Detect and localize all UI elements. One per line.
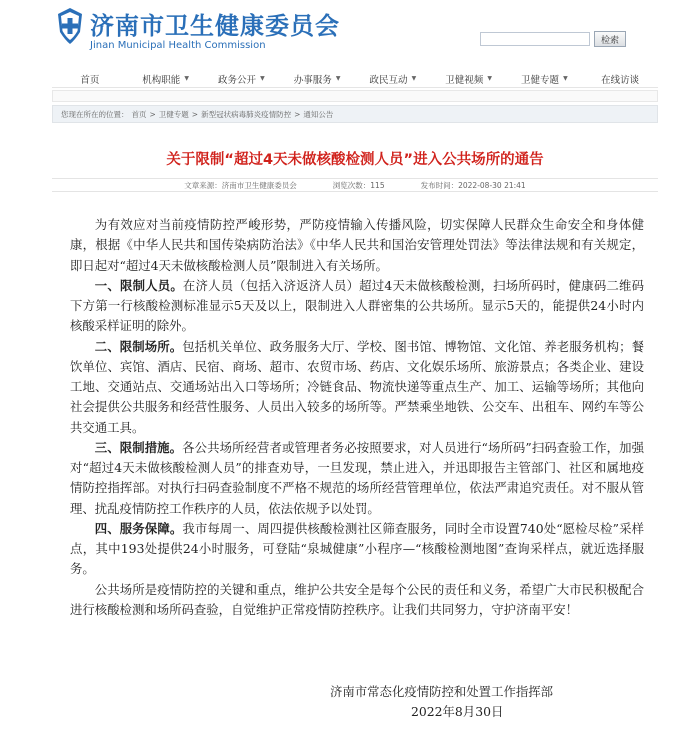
section-heading: 三、限制措施。 (94, 439, 183, 455)
breadcrumb-separator: > (191, 109, 199, 119)
nav-item-interviews[interactable] (582, 70, 658, 87)
nav-item-label: 办事服务 (293, 74, 332, 86)
paragraph-text: 在济人员（包括入济返济人员）超过4天未做核酸检测，扫场所码时，健康码二维码下方第一行核酸检测标准显示5天及以上，限制进入人群密集的公共场所。显示5天的，能提供24小时内核酸采样证明的除外。 (70, 277, 644, 334)
article-date: 发布时间：2022-08-30 21:41 (420, 180, 526, 190)
dropdown-arrow-icon: ▼ (563, 75, 568, 82)
article-meta (52, 178, 658, 192)
dropdown-arrow-icon: ▼ (487, 75, 492, 82)
nav-item-home[interactable] (52, 70, 128, 87)
signature-organization: 济南市常态化疫情防控和处置工作指挥部 (330, 684, 554, 699)
paragraph-text: 公共场所是疫情防控的关键和重点，维护公共安全是每个公民的责任和义务，希望广大市民积极配合进行核酸检测和场所码查验，自觉维护正常疫情防控秩序。让我们共同努力，守护济南平安！ (70, 581, 644, 617)
dropdown-arrow-icon: ▼ (411, 75, 417, 82)
nav-item-organization[interactable] (128, 70, 204, 87)
dropdown-arrow-icon: ▼ (260, 75, 265, 82)
breadcrumb-covid[interactable]: 新型冠状病毒肺炎疫情防控 (201, 109, 292, 119)
nav-item-interaction[interactable] (355, 70, 431, 87)
paragraph-text: 各公共场所经营者或管理者务必按照要求，对人员进行“场所码”扫码查验工作，加强对“超过4天未做核酸检测人员”的排查劝导，一旦发现，禁止进入，并迅即报告主管部门、社区和属地疫情防控指挥部。对执行扫码查验制度不严格不规范的场所经营管理单位，依法严肃追究责任。对不服从管理、扰乱疫情防控工作秩序的人员，依法依规予以处罚。 (70, 439, 645, 516)
nav-item-videos[interactable] (431, 70, 507, 87)
article-views: 浏览次数：115 (332, 180, 385, 190)
nav-item-label: 政民互动 (369, 74, 408, 86)
subnav-bar (52, 90, 658, 102)
nav-item-label: 政务公开 (218, 74, 257, 86)
breadcrumb-home[interactable]: 首页 (131, 109, 147, 119)
site-title[interactable]: 济南市卫生健康委员会 (90, 12, 340, 40)
article-source: 文章来源：济南市卫生健康委员会 (184, 180, 297, 190)
article-title: 关于限制“超过4天未做核酸检测人员”进入公共场所的通告 (166, 152, 544, 168)
paragraph-text: 包括机关单位、政务服务大厅、学校、图书馆、博物馆、文化馆、养老服务机构；餐饮单位、宾馆、酒店、民宿、商场、超市、农贸市场、药店、文化娱乐场所、旅游景点；各类企业、建设工地、交通站点、交通场站出入口等场所；冷链食品、物流快递等重点生产、加工、运输等场所；其他向社会提供公共服务和经营性服务、人员出入较多的场所等。严禁乘坐地铁、公交车、出租车、网约车等公共交通工具。 (70, 338, 645, 435)
article-body (70, 215, 644, 620)
breadcrumb-notices[interactable]: 通知公告 (303, 109, 334, 119)
section-heading: 二、限制场所。 (94, 338, 183, 354)
health-emblem-icon (55, 6, 85, 46)
search-input[interactable] (480, 32, 590, 46)
breadcrumb-topics[interactable]: 卫健专题 (158, 109, 189, 119)
section-heading: 一、限制人员。 (94, 277, 183, 293)
article-paragraph (70, 580, 644, 621)
nav-item-label: 首页 (80, 74, 100, 86)
nav-item-label: 机构职能 (142, 74, 181, 86)
dropdown-arrow-icon: ▼ (335, 75, 341, 82)
search-button[interactable]: 检索 (594, 31, 626, 47)
article-paragraph (70, 276, 644, 337)
dropdown-arrow-icon: ▼ (184, 75, 189, 82)
breadcrumb-separator: > (294, 109, 301, 119)
main-nav (52, 70, 658, 88)
site-header (0, 0, 700, 66)
article-paragraph (70, 215, 644, 276)
nav-item-topics[interactable] (507, 70, 583, 87)
article-paragraph (70, 337, 644, 438)
nav-item-label: 卫健专题 (521, 74, 560, 86)
breadcrumb (52, 105, 658, 123)
section-heading: 四、服务保障。 (94, 520, 183, 536)
breadcrumb-separator: > (149, 109, 156, 119)
paragraph-text: 为有效应对当前疫情防控严峻形势，严防疫情输入传播风险，切实保障人民群众生命安全和身体健康，根据《中华人民共和国传染病防治法》《中华人民共和国治安管理处罚法》等法律法规和有关规定，即日起对“超过4天未做核酸检测人员”限制进入有关场所。 (70, 217, 644, 273)
nav-item-government-affairs[interactable] (204, 70, 280, 87)
nav-item-services[interactable] (279, 70, 355, 87)
site-subtitle: Jinan Municipal Health Commission (90, 40, 266, 51)
article-paragraph (70, 519, 644, 580)
paragraph-text: 我市每周一、周四提供核酸检测社区筛查服务，同时全市设置740处“愿检尽检”采样点，其中193处提供24小时服务，可登陆“泉城健康”小程序—“核酸检测地图”查询采样点，就近选择服务。 (70, 520, 644, 577)
nav-item-label: 在线访谈 (601, 74, 640, 86)
article-paragraph (70, 438, 644, 519)
nav-item-label: 卫健视频 (445, 74, 484, 86)
breadcrumb-prefix: 您现在所在的位置： (61, 109, 129, 119)
signature-date: 2022年8月30日 (411, 704, 504, 719)
